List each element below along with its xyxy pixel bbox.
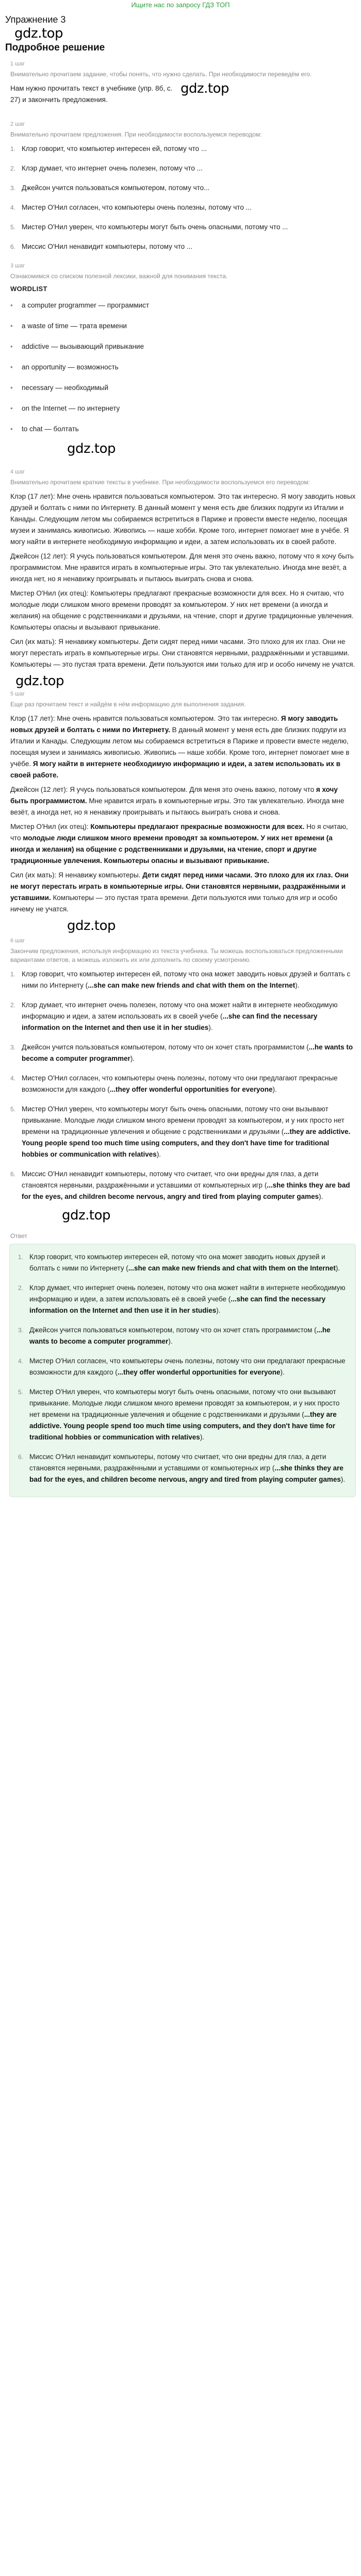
item-close: ). — [319, 1193, 323, 1200]
step-label: 3 шаг — [10, 263, 25, 269]
word-item — [10, 403, 356, 414]
item-english: ...he wants to become a computer programmer — [22, 1043, 353, 1062]
word-text: a computer programmer — программист — [22, 301, 150, 309]
item-text: Клэр думает, что интернет очень полезен, потому что ... — [22, 164, 203, 172]
watermark-logo: gdz.top — [67, 918, 116, 934]
list-item — [10, 182, 356, 194]
list-item — [18, 1282, 350, 1316]
word-item — [10, 341, 356, 352]
bullet-icon: • — [10, 322, 13, 330]
step-label: 6 шаг — [10, 938, 25, 944]
list-item — [10, 1168, 356, 1202]
step-text: Нам нужно прочитать текст в учебнике (упр. 8б, с. 27) и закончить предложения. — [10, 84, 173, 104]
watermark-logo: gdz.top — [14, 26, 63, 41]
step-note: Закончим предложения, используя информацию из текста учебника. Ты можешь воспользоваться предложенными вариантами ответов, а можешь изложить их или дополнить по своему усмотрению. — [10, 947, 343, 963]
bullet-icon: • — [10, 404, 13, 412]
item-russian: Миссис О'Нил ненавидит компьютеры, потому что считает, что они вредны для глаз, а дети становятся нервными, раздражёнными и уставшими от компьютерных игр ( — [29, 1453, 326, 1472]
word-item — [10, 362, 356, 373]
item-text: Мистер О'Нил согласен, что компьютеры очень полезны, потому что ... — [22, 204, 252, 211]
watermark-logo: gdz.top — [180, 81, 229, 96]
step-label: 1 шаг — [10, 61, 25, 67]
highlighted-mr-oneil: Мистер О'Нил (их отец): Компьютеры предлагают прекрасные возможности для всех. Но я считаю, что молодые люди слишком много времени проводят за компьютером. У них нет времени (а иногда и желания) на общение с родственниками и друзьями, на чтение, спорт и другие традиционные увлечения. Компьютеры опасны и вызывают привыкание. — [10, 823, 348, 865]
item-russian: Клэр думает, что интернет очень полезен, потому что она может найти в интернете необходимую информацию и идеи, а затем использовать их в своей учебе ( — [22, 1001, 338, 1020]
item-english: ...they offer wonderful opportunities for everyone — [117, 1368, 281, 1376]
item-number: 2. — [10, 165, 16, 172]
item-text — [22, 1104, 356, 1160]
wordlist-title: WORDLIST — [10, 285, 47, 293]
item-close: ). — [280, 1368, 285, 1376]
word-item — [10, 300, 356, 311]
item-close: ). — [208, 1024, 213, 1031]
step-label: 4 шаг — [10, 469, 25, 475]
completed-sentences — [5, 969, 356, 1202]
item-number: 5. — [10, 224, 16, 231]
step-note: Ознакомимся со списком полезной лексики, важной для понимания текста. — [10, 273, 228, 280]
list-item — [10, 1104, 356, 1160]
item-number: 4. — [10, 204, 16, 211]
item-number: 4. — [10, 1075, 16, 1082]
list-item — [18, 1355, 350, 1378]
item-russian: Клэр говорит, что компьютер интересен ей, потому что она может заводить новых друзей и болтать с ними по Интернету ( — [22, 970, 351, 989]
step-note: Еще раз прочитаем текст и найдём в нём информацию для выполнения задания. — [10, 701, 246, 708]
item-russian: Мистер О'Нил согласен, что компьютеры очень полезны, потому что они предлагают прекрасные возможности для каждого ( — [22, 1074, 338, 1093]
item-text — [22, 999, 356, 1033]
word-text: addictive — вызывающий привыкание — [22, 343, 144, 350]
word-text: a waste of time — трата времени — [22, 322, 127, 330]
word-item — [10, 320, 356, 332]
item-english: ...she can make new friends and chat with them on the Internet — [128, 1264, 336, 1272]
item-number: 5. — [18, 1388, 24, 1396]
item-text — [22, 1073, 356, 1095]
item-russian: Джейсон учится пользоваться компьютером, потому что он хочет стать программистом ( — [29, 1326, 317, 1334]
step-note: Внимательно прочитаем предложения. При необходимости воспользуемся переводом: — [10, 131, 262, 138]
list-item — [10, 163, 356, 174]
item-number: 4. — [18, 1358, 24, 1365]
item-english: ...they are addictive. Young people spend too much time using computers, and they don't have time for traditional hobbies or communication with relatives — [22, 1128, 351, 1158]
item-close: ). — [272, 1086, 277, 1093]
item-number: 6. — [10, 1171, 16, 1178]
text-jason: Джейсон (12 лет): Я учусь пользоваться компьютером. Для меня это очень важно, потому что я хочу быть программистом. Мне нравится играть в компьютерные игры. Это так увлекательно. Иногда мне везёт, а иногда нет, но я ненавижу проигрывать и пытаюсь выиграть снова и снова. — [10, 552, 354, 583]
top-promo-link[interactable]: Ищите нас по запросу ГДЗ ТОП — [131, 1, 230, 9]
step-note: Внимательно прочитаем задание, чтобы понять, что нужно сделать. При необходимости переведём его. — [10, 71, 312, 78]
item-close: ). — [295, 981, 300, 989]
step-label: 5 шаг — [10, 691, 25, 697]
item-russian: Клэр говорит, что компьютер интересен ей, потому что она может заводить новых друзей и болтать с ними по Интернету ( — [29, 1253, 325, 1272]
item-text: Клэр говорит, что компьютер интересен ей, потому что ... — [22, 145, 207, 152]
step-label: 2 шаг — [10, 121, 25, 127]
text-claire: Клэр (17 лет): Мне очень нравится пользоваться компьютером. Это так интересно. Я могу заводить новых друзей и болтать с ними по Интернету. В данный момент у меня есть две близких подруги из Италии и Канады. Следующим летом мы собираемся встретиться в Париже и провести вместе неделю, посещая музеи и занимаясь живописью. Живопись — наше хобби. Кроме того, интернет помогает мне в учёбе. Я могу найти в интернете необходимую информацию и идеи, а затем использовать их в своей работе. — [10, 493, 356, 546]
highlighted-mother: Сил (их мать): Я ненавижу компьютеры. Дети сидят перед ними часами. Это плохо для их глаз. Они не могут перестать играть в компьютерные игры. Они становятся нервными, раздражёнными и уставшими. Компьютеры — это пустая трата времени. Дети пользуются ими только для игр и особо ничему не учатся. — [10, 871, 349, 913]
bullet-icon: • — [10, 343, 13, 350]
item-number: 1. — [18, 1253, 24, 1261]
item-english: ...she can find the necessary information on the Internet and then use it in her studies — [22, 1012, 318, 1031]
item-text — [29, 1282, 350, 1316]
item-text — [29, 1451, 350, 1485]
item-number: 3. — [18, 1327, 24, 1334]
list-item — [10, 202, 356, 213]
item-close: ). — [130, 1055, 135, 1062]
list-item — [10, 1073, 356, 1095]
list-item — [10, 1042, 356, 1064]
item-text — [29, 1251, 350, 1274]
text-mother: Сил (их мать): Я ненавижу компьютеры. Дети сидят перед ними часами. Это плохо для их глаз. Они не могут перестать играть в компьютерные игры. Они становятся нервными, раздражёнными и уставшими. Компьютеры — это пустая трата времени. Дети пользуются ими только для игр и особо ничему не учатся. — [10, 638, 355, 668]
item-russian: Мистер О'Нил уверен, что компьютеры могут быть очень опасными, потому что они вызывают привыкание. Молодые люди слишком много времени проводят за компьютером, и у них просто нет времени на традиционные увлечения и общение с родственниками и друзьями ( — [29, 1388, 340, 1418]
list-item — [10, 241, 356, 252]
exercise-title: Упражнение 3 — [5, 14, 66, 25]
watermark-logo: gdz.top — [15, 673, 64, 689]
exercise-page — [5, 13, 356, 1497]
list-item — [10, 969, 356, 991]
item-number: 2. — [18, 1284, 24, 1292]
item-english: ...she can make new friends and chat with them on the Internet — [88, 981, 296, 989]
item-english: ...he wants to become a computer programmer — [29, 1326, 331, 1345]
answer-label: Ответ — [10, 1232, 27, 1240]
word-text: an opportunity — возможность — [22, 363, 119, 371]
item-number: 5. — [10, 1106, 16, 1113]
item-text — [22, 1042, 356, 1064]
watermark-logo: gdz.top — [62, 1208, 111, 1223]
list-item — [18, 1251, 350, 1274]
item-russian: Джейсон учится пользоваться компьютером, потому что он хочет стать программистом ( — [22, 1043, 309, 1051]
item-english: ...they offer wonderful opportunities for everyone — [109, 1086, 273, 1093]
item-text — [29, 1325, 350, 1347]
item-english: ...she thinks they are bad for the eyes, and children become nervous, angry and tired from playing computer games — [29, 1464, 343, 1483]
item-close: ). — [216, 1307, 221, 1314]
item-close: ). — [168, 1337, 173, 1345]
item-number: 2. — [10, 1002, 16, 1009]
answer-box — [9, 1244, 356, 1497]
item-english: ...they are addictive. Young people spend too much time using computers, and they don't have time for traditional hobbies or communication with relatives — [29, 1411, 337, 1441]
item-russian: Клэр думает, что интернет очень полезен, потому что она может найти в интернете необходимую информацию и идеи, а затем использовать её в своей учебе ( — [29, 1284, 346, 1303]
word-text: to chat — болтать — [22, 425, 79, 433]
bullet-icon: • — [10, 301, 13, 309]
item-close: ). — [340, 1476, 346, 1483]
list-item — [18, 1325, 350, 1347]
step-note: Внимательно прочитаем краткие тексты в учебнике. При необходимости воспользуемся его переводом: — [10, 479, 310, 486]
item-number: 1. — [10, 145, 16, 152]
item-english: ...she can find the necessary information on the Internet and then use it in her studies — [29, 1295, 326, 1314]
highlighted-claire: Клэр (17 лет): Мне очень нравится пользоваться компьютером. Это так интересно. Я могу заводить новых друзей и болтать с ними по Интернету. В данный момент у меня есть две близких подруги из Италии и Канады. Следующим летом мы собираемся встретиться в Париже и провести вместе неделю, посещая музеи и занимаясь живописью. Живопись — наше хобби. Кроме того, интернет помогает мне в учёбе. Я могу найти в интернете необходимую информацию и идеи, а затем использовать их в своей работе. — [10, 715, 350, 779]
item-text: Миссис О'Нил ненавидит компьютеры, потому что ... — [22, 243, 193, 250]
wordlist — [5, 300, 356, 435]
item-russian: Миссис О'Нил ненавидит компьютеры, потому что считает, что они вредны для глаз, а дети становятся нервными, раздражёнными и уставшими от компьютерных игр ( — [22, 1170, 319, 1189]
item-russian: Мистер О'Нил уверен, что компьютеры могут быть очень опасными, потому что они вызывают привыкание. Молодые люди слишком много времени проводят за компьютером, и у них просто нет времени на традиционные увлечения и общение с родственниками и друзьями ( — [22, 1105, 344, 1136]
item-text: Джейсон учится пользоваться компьютером, потому что... — [22, 184, 210, 192]
item-text — [29, 1386, 350, 1443]
item-text — [22, 969, 356, 991]
list-item — [10, 143, 356, 155]
word-item — [10, 382, 356, 394]
highlighted-jason: Джейсон (12 лет): Я учусь пользоваться компьютером. Для меня это очень важно, потому что я хочу быть программистом. Мне нравится играть в компьютерные игры. Это так увлекательно. Иногда мне везёт, а иногда нет, но я ненавижу проигрывать и пытаюсь выиграть снова и снова. — [10, 786, 344, 816]
list-item — [18, 1451, 350, 1485]
list-item — [18, 1386, 350, 1443]
word-text: on the Internet — по интернету — [22, 404, 120, 412]
list-item — [10, 999, 356, 1033]
item-number: 3. — [10, 1044, 16, 1051]
watermark-logo: gdz.top — [67, 441, 116, 456]
item-number: 1. — [10, 971, 16, 978]
word-text: necessary — необходимый — [22, 384, 109, 392]
list-item — [10, 222, 356, 233]
item-number: 3. — [10, 184, 16, 192]
solution-heading: Подробное решение — [5, 42, 105, 53]
item-close: ). — [335, 1264, 340, 1272]
item-number: 6. — [10, 243, 16, 250]
item-close: ). — [200, 1433, 205, 1441]
item-russian: Мистер О'Нил согласен, что компьютеры очень полезны, потому что они предлагают прекрасные возможности для каждого ( — [29, 1357, 346, 1376]
item-close: ). — [156, 1150, 161, 1158]
bullet-icon: • — [10, 425, 13, 433]
bullet-icon: • — [10, 363, 13, 371]
text-mr-oneil: Мистер О'Нил (их отец): Компьютеры предлагают прекрасные возможности для всех. Но я считаю, что молодые люди слишком много времени проводят за компьютером. У них нет времени (а иногда и желания) на общение с родственниками и друзьями, на чтение, спорт и другие традиционные увлечения. Компьютеры опасны и вызывают привыкание. — [10, 589, 354, 631]
word-item — [10, 423, 356, 435]
item-text: Мистер О'Нил уверен, что компьютеры могут быть очень опасными, потому что ... — [22, 223, 288, 231]
sentence-list — [5, 143, 356, 252]
answer-list — [13, 1251, 350, 1485]
item-text — [22, 1168, 356, 1202]
item-number: 6. — [18, 1453, 24, 1461]
item-text — [29, 1355, 350, 1378]
item-english: ...she thinks they are bad for the eyes, and children become nervous, angry and tired from playing computer games — [22, 1181, 350, 1200]
bullet-icon: • — [10, 384, 13, 392]
